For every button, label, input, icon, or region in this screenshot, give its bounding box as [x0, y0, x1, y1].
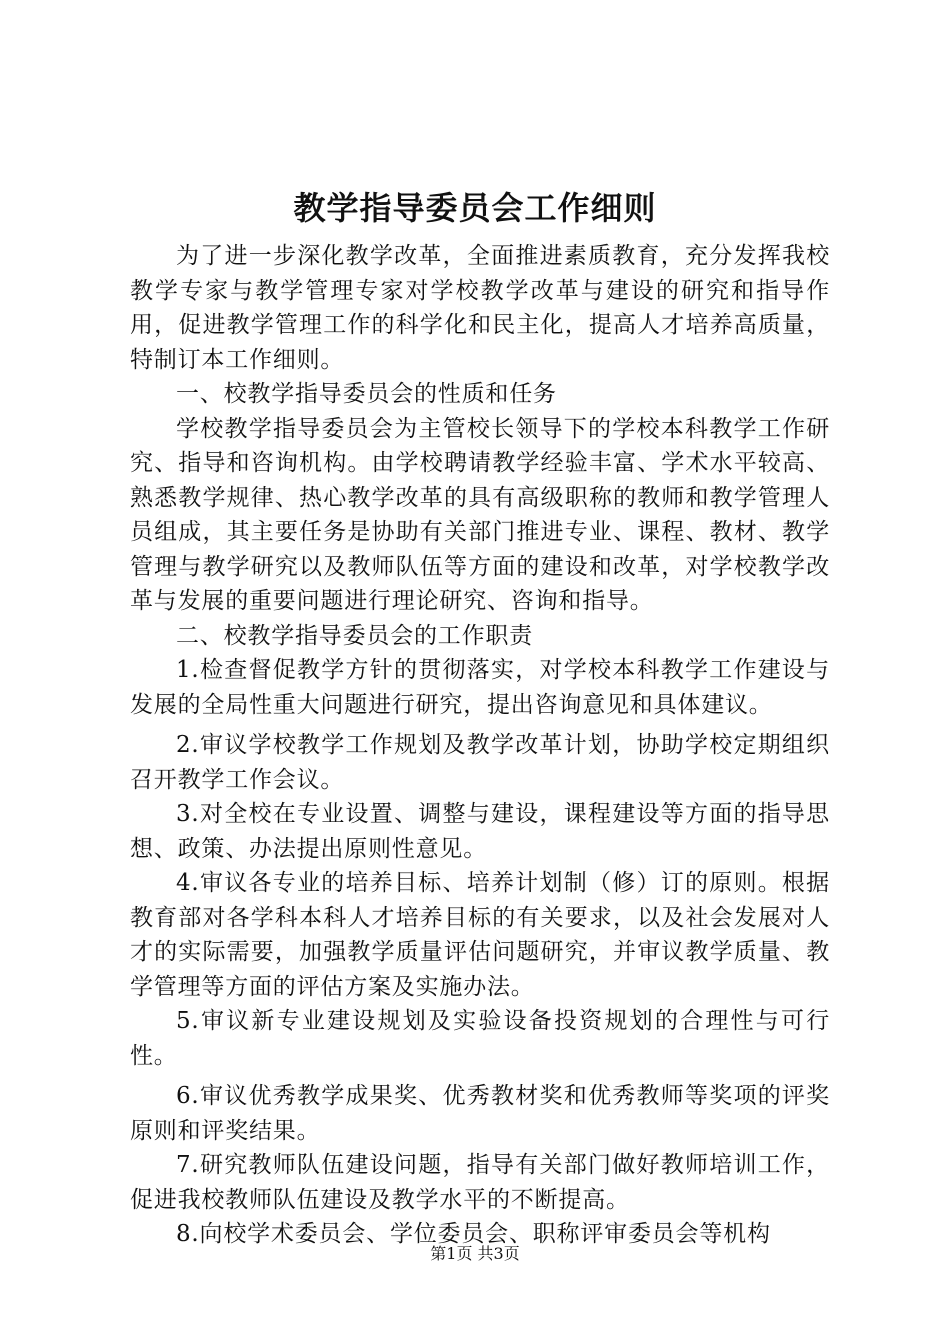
duty-item-5: 5.审议新专业建设规划及实验设备投资规划的合理性与可行性。: [130, 1008, 830, 1069]
duty-item-2: 2.审议学校教学工作规划及教学改革计划，协助学校定期组织召开教学工作会议。: [130, 732, 830, 793]
duty-item-4: 4.审议各专业的培养目标、培养计划制（修）订的原则。根据教育部对各学科本科人才培养目标的有关要求，以及社会发展对人才的实际需要，加强教学质量评估问题研究，并审议教学质量、教学管理等方面的评估方案及实施办法。: [130, 870, 830, 1000]
duty-item-1: 1.检查督促教学方针的贯彻落实，对学校本科教学工作建设与发展的全局性重大问题进行研究，提出咨询意见和具体建议。: [130, 657, 830, 718]
paragraph-intro: 为了进一步深化教学改革，全面推进素质教育，充分发挥我校教学专家与教学管理专家对学校教学改革与建设的研究和指导作用，促进教学管理工作的科学化和民主化，提高人才培养高质量，特制订本工作细则。: [130, 243, 830, 373]
duty-item-3: 3.对全校在专业设置、调整与建设，课程建设等方面的指导思想、政策、办法提出原则性意见。: [130, 801, 830, 862]
document-title: 教学指导委员会工作细则: [293, 189, 657, 227]
duty-item-6: 6.审议优秀教学成果奖、优秀教材奖和优秀教师等奖项的评奖原则和评奖结果。: [130, 1083, 830, 1144]
page-number-footer: 第1页 共3页: [430, 1244, 520, 1263]
duty-item-8: 8.向校学术委员会、学位委员会、职称评审委员会等机构: [176, 1221, 771, 1247]
paragraph-nature-and-tasks: 学校教学指导委员会为主管校长领导下的学校本科教学工作研究、指导和咨询机构。由学校聘请教学经验丰富、学术水平较高、熟悉教学规律、热心教学改革的具有高级职称的教师和教学管理人员组成，其主要任务是协助有关部门推进专业、课程、教材、教学管理与教学研究以及教师队伍等方面的建设和改革，对学校教学改革与发展的重要问题进行理论研究、咨询和指导。: [130, 415, 830, 614]
document-body: [130, 239, 830, 1252]
section-heading-1: 一、校教学指导委员会的性质和任务: [176, 381, 557, 407]
duty-item-7: 7.研究教师队伍建设问题，指导有关部门做好教师培训工作，促进我校教师队伍建设及教学水平的不断提高。: [130, 1152, 830, 1213]
section-heading-2: 二、校教学指导委员会的工作职责: [176, 622, 533, 649]
